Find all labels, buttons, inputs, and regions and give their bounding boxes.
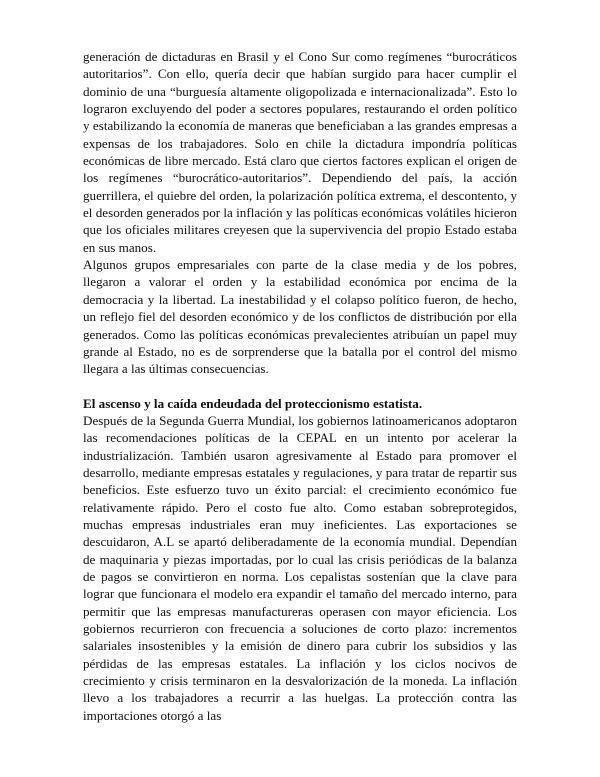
paragraph-proteccionismo: Después de la Segunda Guerra Mundial, los gobiernos latinoamericanos adoptaron las recomendaciones políticas de la CEPAL en un intento por acelerar la industrialización. También usaron agresivamente al Estado para promover el desarrollo, mediante empresas estatales y regulaciones, y para tratar de repartir sus beneficios. Este esfuerzo tuvo un éxito parcial: el crecimiento económico fue relativamente rápido. Pero el costo fue alto. Como estaban sobreprotegidos, muchas empresas industriales eran muy ineficientes. Las exportaciones se descuidaron, A.L se apartó deliberadamente de la economía mundial. Dependían de maquinaria y piezas importadas, por lo cual las crisis periódicas de la balanza de pagos se convirtieron en norma. Los cepalistas sostenían que la clave para lograr que funcionara el modelo era expandir el tamaño del mercado interno, para permitir que las empresas manufactureras operasen con mayor eficiencia. Los gobiernos recurrieron con frecuencia a soluciones de corto plazo: incrementos salariales insostenibles y la emisión de dinero para cubrir los subsidios y las pérdidas de las empresas estatales. La inflación y los ciclos nocivos de crecimiento y crisis terminaron en la desvalorización de la moneda. La inflación llevo a los trabajadores a recurrir a las huelgas. La protección contra las importaciones otorgó a las	[83, 412, 517, 723]
document-page	[83, 48, 517, 724]
paragraph-dictaduras: generación de dictaduras en Brasil y el Cono Sur como regímenes “burocráticos autoritarios”. Con ello, quería decir que habían surgido para hacer cumplir el dominio de una “burguesía altamente oligopolizada e internacionalizada”. Esto lo lograron excluyendo del poder a sectores populares, restaurando el orden político y estabilizando la economía de maneras que beneficiaban a las grandes empresas a expensas de los trabajadores. Solo en chile la dictadura impondría políticas económicas de libre mercado. Está claro que ciertos factores explican el origen de los regímenes “burocrático-autoritarios”. Dependiendo del país, la acción guerrillera, el quiebre del orden, la polarización política extrema, el descontento, y el desorden generados por la inflación y las políticas económicas volátiles hicieron que los oficiales militares creyesen que la supervivencia del propio Estado estaba en sus manos.	[83, 49, 517, 255]
paragraph-grupos-empresariales: Algunos grupos empresariales con parte de la clase media y de los pobres, llegaron a valorar el orden y la estabilidad económica por encima de la democracia y la libertad. La inestabilidad y el colapso político fueron, de hecho, un reflejo fiel del desorden económico y de los conflictos de distribución por ella generados. Como las políticas económicas prevalecientes atribuían un papel muy grande al Estado, no es de sorprenderse que la batalla por el control del mismo llegara a las últimas consecuencias.	[83, 257, 517, 377]
section-heading: El ascenso y la caída endeudada del proteccionismo estatista.	[83, 395, 423, 411]
paragraph-spacer	[83, 378, 517, 395]
